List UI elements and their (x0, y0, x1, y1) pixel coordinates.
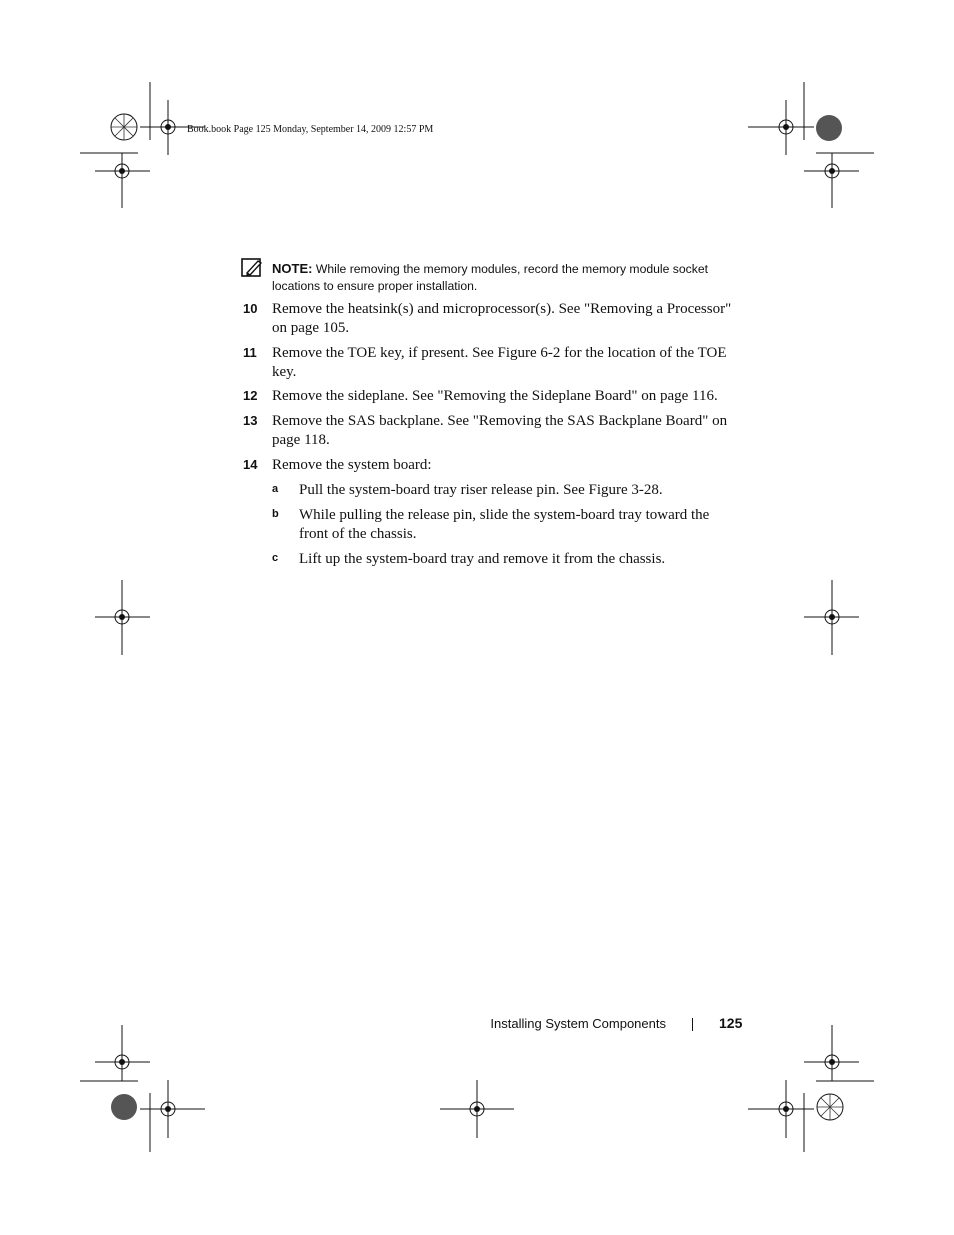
note-pencil-icon (241, 258, 263, 278)
substep-text: Lift up the system-board tray and remove it from the chassis. (299, 551, 666, 567)
note-label: NOTE: (272, 261, 313, 276)
substep-letter: a (272, 483, 279, 495)
note-block (272, 260, 742, 295)
print-slug: Book.book Page 125 Monday, September 14, 2009 12:57 PM (187, 124, 434, 135)
step-number: 11 (243, 345, 257, 360)
step-text: Remove the SAS backplane. See "Removing the SAS Backplane Board" on page 118. (272, 413, 728, 448)
substep-letter: c (272, 552, 279, 564)
step-text: Remove the TOE key, if present. See Figure 6-2 for the location of the TOE key. (272, 345, 727, 380)
substep-letter: b (272, 508, 279, 520)
step-text: Remove the system board: (272, 457, 432, 473)
step-text: Remove the heatsink(s) and microprocessor(s). See "Removing a Processor" on page 105. (272, 301, 732, 336)
step-number: 12 (243, 388, 258, 403)
footer-separator (692, 1018, 693, 1031)
step-number: 13 (243, 413, 258, 428)
step-number: 10 (243, 301, 258, 316)
step-number: 14 (243, 457, 258, 472)
page-number: 125 (719, 1015, 743, 1031)
substep-text: Pull the system-board tray riser release pin. See Figure 3-28. (299, 482, 663, 498)
footer-section-title: Installing System Components (490, 1016, 666, 1031)
substep-text: While pulling the release pin, slide the system-board tray toward the front of the chassis. (299, 507, 710, 542)
step-text: Remove the sideplane. See "Removing the Sideplane Board" on page 116. (272, 388, 718, 404)
note-text: While removing the memory modules, record the memory module socket locations to ensure proper installation. (272, 262, 709, 293)
